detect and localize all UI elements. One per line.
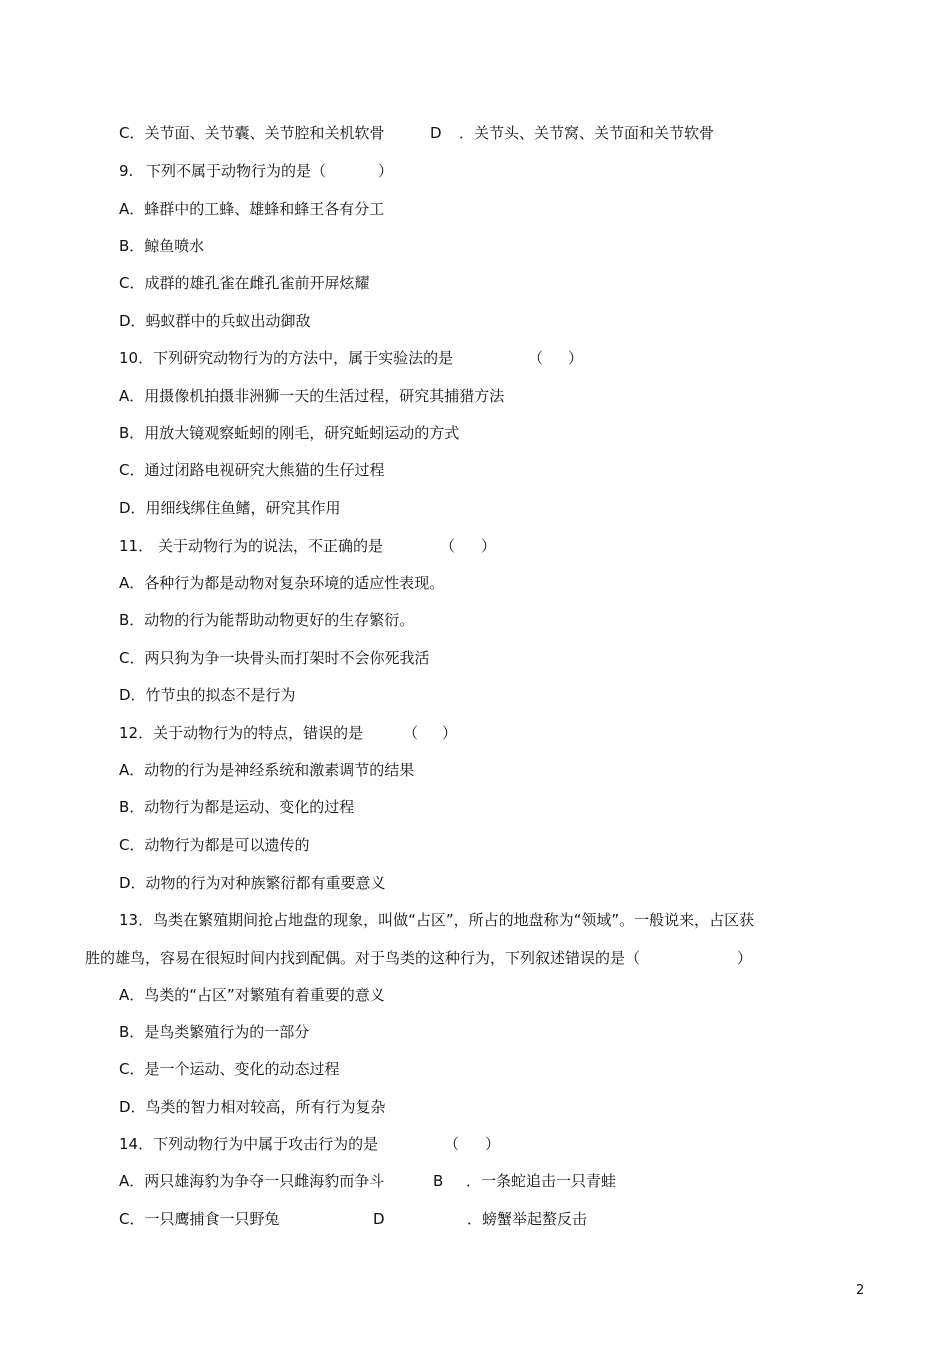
question-11-paren-open: （ [440,537,456,555]
question-11-paren-close: ） [481,537,497,555]
question-10-paren-close: ） [568,349,584,367]
question-14-text: 14．下列动物行为中属于攻击行为的是 [119,1135,379,1153]
question-13-option-b: B．是鸟类繁殖行为的一部分 [119,1023,310,1041]
question-11-option-c: C．两只狗为争一块骨头而打架时不会你死我活 [119,649,430,667]
question-10-option-d: D．用细线绑住鱼鳍，研究其作用 [119,499,341,517]
question-12-option-a: A．动物的行为是神经系统和激素调节的结果 [119,761,415,779]
question-14-option-d-text: ．螃蟹举起螯反击 [467,1210,588,1228]
question-9-option-b: B．鲸鱼喷水 [119,237,205,255]
question-13-text-line-2: 胜的雄鸟，容易在很短时间内找到配偶。对于鸟类的这种行为，下列叙述错误的是（ [85,949,641,967]
question-13-text-line-1: 13．鸟类在繁殖期间抢占地盘的现象，叫做“占区”，所占的地盘称为“领域”。一般说来，占区获 [119,911,755,929]
question-11-number: 11． [119,537,154,555]
question-13-option-c: C．是一个运动、变化的动态过程 [119,1060,340,1078]
question-11-option-a: A．各种行为都是动物对复杂环境的适应性表现。 [119,574,445,592]
question-12-paren-open: （ [403,724,419,742]
question-12-text: 12．关于动物行为的特点，错误的是 [119,724,364,742]
question-9-option-a: A．蜂群中的工蜂、雄蜂和蜂王各有分工 [119,200,385,218]
question-11-option-b: B．动物的行为能帮助动物更好的生存繁衍。 [119,611,415,629]
question-10-paren-open: （ [528,349,544,367]
question-14-option-b-text: ．一条蛇追击一只青蛙 [466,1172,617,1190]
question-9-option-c: C．成群的雄孔雀在雌孔雀前开屏炫耀 [119,274,370,292]
question-13-paren-close: ） [737,949,753,967]
option-d-letter-q8: D [430,124,442,142]
question-9-paren-close: ） [378,162,394,180]
question-9-text: 下列不属于动物行为的是（ [146,162,327,180]
option-c-q8: C．关节面、关节囊、关节腔和关机软骨 [119,124,385,142]
question-10-option-c: C．通过闭路电视研究大熊猫的生仔过程 [119,461,385,479]
question-13-option-d: D．鸟类的智力相对较高，所有行为复杂 [119,1098,386,1116]
question-9-number: 9. [119,162,134,180]
question-12-paren-close: ） [442,724,458,742]
question-10-option-a: A．用摄像机拍摄非洲狮一天的生活过程，研究其捕猎方法 [119,387,505,405]
question-14-paren-close: ） [485,1135,501,1153]
question-10-option-b: B．用放大镜观察蚯蚓的刚毛，研究蚯蚓运动的方式 [119,424,460,442]
question-9-option-d: D．蚂蚁群中的兵蚁出动御敌 [119,312,311,330]
question-12-option-d: D．动物的行为对种族繁衍都有重要意义 [119,874,386,892]
question-14-option-c: C．一只鹰捕食一只野兔 [119,1210,280,1228]
question-11-option-d: D．竹节虫的拟态不是行为 [119,686,296,704]
question-10-text: 10．下列研究动物行为的方法中，属于实验法的是 [119,349,454,367]
question-14-paren-open: （ [444,1135,460,1153]
question-14-option-b-letter: B [433,1172,444,1190]
question-14-option-a: A．两只雄海豹为争夺一只雌海豹而争斗 [119,1172,385,1190]
question-12-option-b: B．动物行为都是运动、变化的过程 [119,798,355,816]
question-13-option-a: A．鸟类的“占区”对繁殖有着重要的意义 [119,986,385,1004]
option-d-text-q8: ．关节头、关节窝、关节面和关节软骨 [459,124,715,142]
question-12-option-c: C．动物行为都是可以遗传的 [119,836,310,854]
question-11-text: 关于动物行为的说法，不正确的是 [158,537,384,555]
page-number: 2 [856,1283,865,1298]
question-14-option-d-letter: D [373,1210,385,1228]
